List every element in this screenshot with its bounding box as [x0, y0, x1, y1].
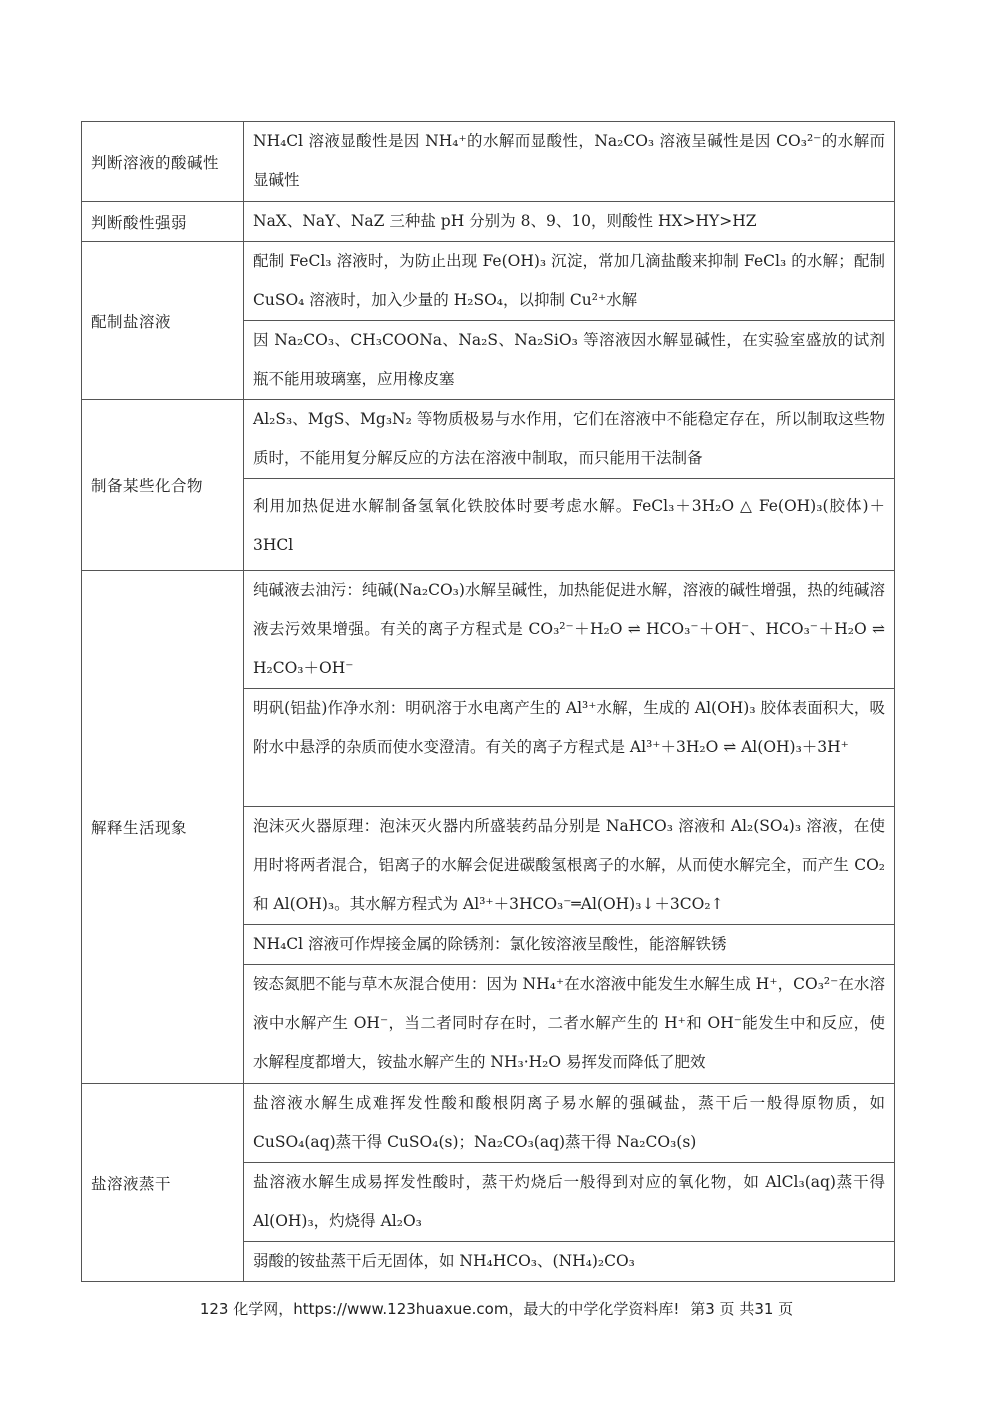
table-row [82, 571, 895, 689]
row-content: 利用加热促进水解制备氢氧化铁胶体时要考虑水解。FeCl₃＋3H₂O △ Fe(OH)₃(胶体)＋3HCl [244, 479, 895, 571]
row-content: 盐溶液水解生成难挥发性酸和酸根阴离子易水解的强碱盐，蒸干后一般得原物质，如 CuSO₄(aq)蒸干得 CuSO₄(s)；Na₂CO₃(aq)蒸干得 Na₂CO₃(s) [244, 1084, 895, 1163]
row-category: 配制盐溶液 [82, 242, 244, 400]
page-footer [0, 1298, 993, 1319]
row-content: 泡沫灭火器原理：泡沫灭火器内所盛装药品分别是 NaHCO₃ 溶液和 Al₂(SO₄)₃ 溶液，在使用时将两者混合，铝离子的水解会促进碳酸氢根离子的水解，从而使水解完全，而产生 CO₂ 和 Al(OH)₃。其水解方程式为 Al³⁺＋3HCO₃⁻═Al(OH)₃↓＋3CO₂↑ [244, 807, 895, 925]
row-content: 铵态氮肥不能与草木灰混合使用：因为 NH₄⁺在水溶液中能发生水解生成 H⁺，CO₃²⁻在水溶液中水解产生 OH⁻，当二者同时存在时，二者水解产生的 H⁺和 OH⁻能发生中和反应，使水解程度都增大，铵盐水解产生的 NH₃·H₂O 易挥发而降低了肥效 [244, 965, 895, 1084]
row-content: 盐溶液水解生成易挥发性酸时，蒸干灼烧后一般得到对应的氧化物，如 AlCl₃(aq)蒸干得 Al(OH)₃，灼烧得 Al₂O₃ [244, 1163, 895, 1242]
table-row [82, 122, 895, 202]
row-category: 判断酸性强弱 [82, 202, 244, 242]
table-row [82, 242, 895, 321]
row-content: 弱酸的铵盐蒸干后无固体，如 NH₄HCO₃、(NH₄)₂CO₃ [244, 1242, 895, 1282]
row-category: 制备某些化合物 [82, 400, 244, 571]
row-content: 纯碱液去油污：纯碱(Na₂CO₃)水解呈碱性，加热能促进水解，溶液的碱性增强，热的纯碱溶液去污效果增强。有关的离子方程式是 CO₃²⁻＋H₂O ⇌ HCO₃⁻＋OH⁻、HCO₃⁻＋H₂O ⇌ H₂CO₃＋OH⁻ [244, 571, 895, 689]
table-row [82, 400, 895, 479]
table-row [82, 202, 895, 242]
row-category: 判断溶液的酸碱性 [82, 122, 244, 202]
row-content: 因 Na₂CO₃、CH₃COONa、Na₂S、Na₂SiO₃ 等溶液因水解显碱性，在实验室盛放的试剂瓶不能用玻璃塞，应用橡皮塞 [244, 321, 895, 400]
footer-site-text: 123 化学网，https://www.123huaxue.com，最大的中学化学资料库! [199, 1300, 680, 1318]
row-content: Al₂S₃、MgS、Mg₃N₂ 等物质极易与水作用，它们在溶液中不能稳定存在，所以制取这些物质时，不能用复分解反应的方法在溶液中制取，而只能用干法制备 [244, 400, 895, 479]
page-number: 第3 页 共31 页 [690, 1300, 794, 1318]
row-category: 盐溶液蒸干 [82, 1084, 244, 1282]
table-row [82, 1084, 895, 1163]
row-content: NH₄Cl 溶液可作焊接金属的除锈剂：氯化铵溶液呈酸性，能溶解铁锈 [244, 925, 895, 965]
row-category: 解释生活现象 [82, 571, 244, 1084]
row-content: NH₄Cl 溶液显酸性是因 NH₄⁺的水解而显酸性，Na₂CO₃ 溶液呈碱性是因 CO₃²⁻的水解而显碱性 [244, 122, 895, 202]
row-content: NaX、NaY、NaZ 三种盐 pH 分别为 8、9、10，则酸性 HX>HY>HZ [244, 202, 895, 242]
row-content: 明矾(铝盐)作净水剂：明矾溶于水电离产生的 Al³⁺水解，生成的 Al(OH)₃ 胶体表面积大，吸附水中悬浮的杂质而使水变澄清。有关的离子方程式是 Al³⁺＋3H₂O ⇌ Al(OH)₃＋3H⁺ [244, 689, 895, 807]
hydrolysis-applications-table [81, 121, 895, 1282]
row-content: 配制 FeCl₃ 溶液时，为防止出现 Fe(OH)₃ 沉淀，常加几滴盐酸来抑制 FeCl₃ 的水解；配制 CuSO₄ 溶液时，加入少量的 H₂SO₄，以抑制 Cu²⁺水解 [244, 242, 895, 321]
